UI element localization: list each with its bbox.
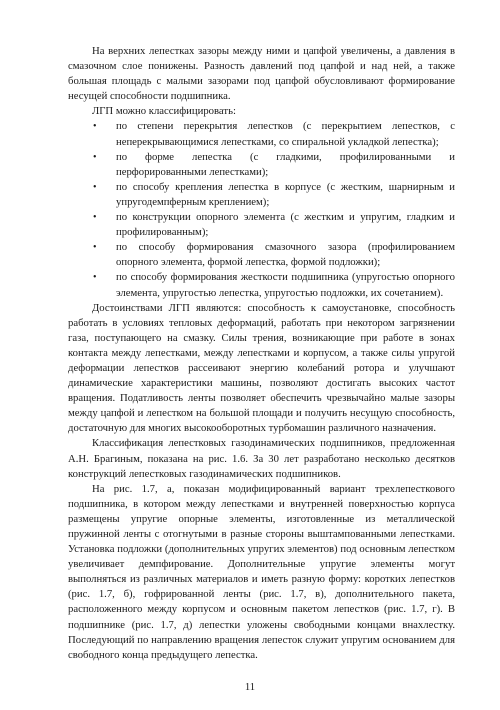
paragraph-advantages: Достоинствами ЛГП являются: способность к самоустановке, способность работать в условиях тепловых деформаций, работать при некотором загрязнении газа, поступающего на смазку. Силы трения, возникающие при работе в зонах контакта между лепестками, между лепестками и корпусом, а также силы упругой деформации лепестков рассеивают энергию колебаний ротора и улучшают динамические характеристики машины, позволяют достигать высоких частот вращения. Податливость ленты позволяет обеспечить чрезвычайно малые зазоры между цапфой и лепестком на большой площади и получить несущую способность, достаточную для многих высокооборотных турбомашин различного назначения. [68,301,455,435]
list-item: • по форме лепестка (с гладкими, профилированными и перфорированными лепестками); [93,150,455,178]
list-item: • по способу формирования жесткости подшипника (упругостью опорного элемента, упругостью лепестка, упругостью подложки, их сочетанием). [93,271,455,299]
bullet-icon: • [93,121,97,133]
classification-list [68,119,455,300]
bullet-icon: • [93,151,97,163]
list-item: • по способу формирования смазочного зазора (профилированием опорного элемента, формой лепестка, формой подложки); [93,241,455,269]
list-item: • по конструкции опорного элемента (с жестким и упругим, гладким и профилированным); [93,211,455,239]
classification-intro: ЛГП можно классифицировать: [92,105,236,118]
paragraph-figure-description: На рис. 1.7, а, показан модифицированный вариант трехлепесткового подшипника, в котором между лепестками и внутренней поверхностью корпуса размещены упругие опорные элементы, изготовленные из металлической пружинной ленты с отогнутыми в разные стороны выштампованными лепестками. Установка подложки (дополнительных упругих элементов) под основным лепестком увеличивает демпфирование. Дополнительные упругие элементы могут выполняться из различных материалов и иметь разную форму: коротких лепестков (рис. 1.7, б), гофрированной ленты (рис. 1.7, в), дополнительного пакета, расположенного между корпусом и основным пакетом лепестков (рис. 1.7, г). В подшипнике (рис. 1.7, д) лепестки уложены свободными концами внахлестку. Последующий по направлению вращения лепесток служит упругим основанием для свободного конца предыдущего лепестка. [68,482,455,661]
paragraph-classification-figure: Классификация лепестковых газодинамических подшипников, предложенная А.Н. Брагиным, показана на рис. 1.6. За 30 лет разработано несколько десятков конструкций лепестковых газодинамических подшипников. [68,437,455,480]
bullet-icon: • [93,242,97,254]
list-item: • по степени перекрытия лепестков (с перекрытием лепестков, с неперекрывающимися лепестками, со спиральной укладкой лепестка); [93,120,455,148]
page-number: 11 [244,681,256,693]
bullet-icon: • [93,272,97,284]
bullet-icon: • [93,212,97,224]
paragraph-bearing-clearances: На верхних лепестках зазоры между ними и цапфой увеличены, а давления в смазочном слое понижены. Разность давлений под цапфой и над ней, а также большая площадь с малыми зазорами под цапфой обусловливают формирование несущей способности подшипника. [68,45,455,103]
list-item: • по способу крепления лепестка в корпусе (с жестким, шарнирным и упругодемпферным креплением); [93,180,455,208]
bullet-icon: • [93,181,97,193]
